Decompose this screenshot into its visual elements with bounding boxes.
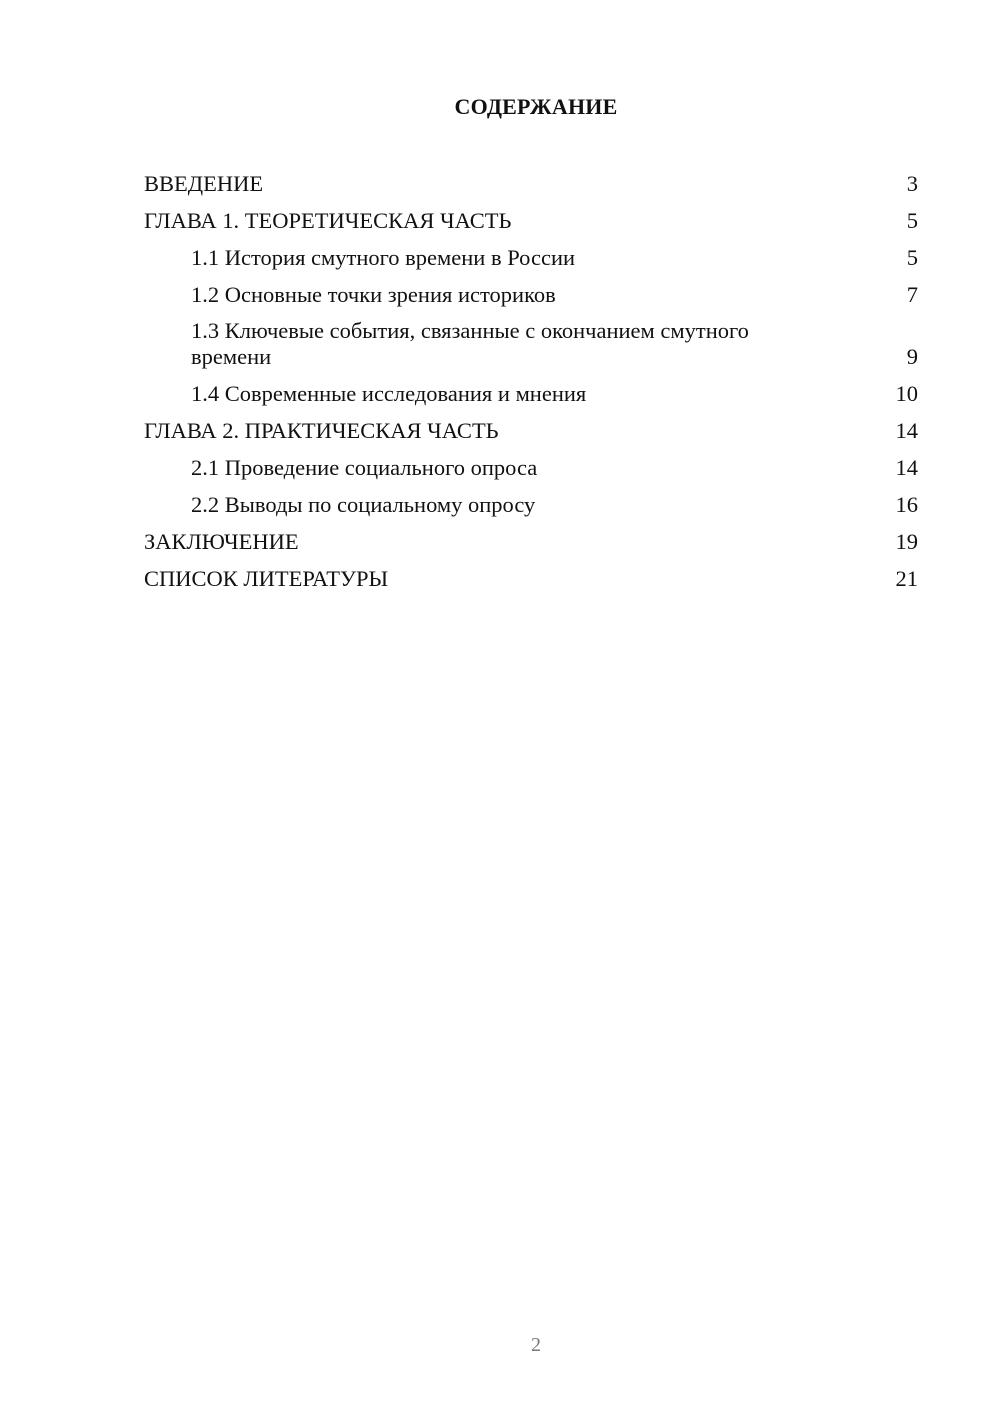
toc-entry-page: 14 <box>895 418 918 443</box>
toc-entry-label: СПИСОК ЛИТЕРАТУРЫ <box>144 566 389 591</box>
toc-entry-section-1-3[interactable] <box>144 318 918 370</box>
toc-entry-section-1-4[interactable] <box>144 380 918 407</box>
toc-entry-page: 3 <box>906 171 918 196</box>
toc-entry-section-2-2[interactable] <box>144 491 918 518</box>
toc-entry-page: 14 <box>895 455 918 480</box>
table-of-contents <box>144 170 918 602</box>
toc-entry-label: ГЛАВА 2. ПРАКТИЧЕСКАЯ ЧАСТЬ <box>144 418 499 443</box>
toc-entry-label: ЗАКЛЮЧЕНИЕ <box>144 529 299 554</box>
toc-entry-label: 2.2 Выводы по социальному опросу <box>191 492 536 517</box>
toc-entry-chapter-2[interactable] <box>144 417 918 444</box>
toc-entry-page: 19 <box>895 529 918 554</box>
page-number: 2 <box>531 1334 541 1356</box>
toc-entry-page: 5 <box>906 208 918 233</box>
toc-entry-page: 9 <box>906 344 918 369</box>
toc-entry-label: 1.1 История смутного времени в России <box>191 245 576 270</box>
toc-entry-label: 1.4 Современные исследования и мнения <box>191 381 587 406</box>
toc-entry-bibliography[interactable] <box>144 565 918 592</box>
toc-entry-label: ГЛАВА 1. ТЕОРЕТИЧЕСКАЯ ЧАСТЬ <box>144 208 512 233</box>
toc-entry-introduction[interactable] <box>144 170 918 197</box>
toc-entry-page: 10 <box>895 381 918 406</box>
toc-entry-section-2-1[interactable] <box>144 454 918 481</box>
toc-entry-page: 5 <box>906 245 918 270</box>
toc-entry-chapter-1[interactable] <box>144 207 918 234</box>
toc-entry-page: 21 <box>895 566 918 591</box>
toc-entry-label: 1.2 Основные точки зрения историков <box>191 282 556 307</box>
page-title: СОДЕРЖАНИЕ <box>454 94 618 119</box>
toc-entry-page: 16 <box>895 492 918 517</box>
toc-entry-label: 1.3 Ключевые события, связанные с окончанием смутного времени <box>191 318 749 369</box>
toc-entry-page: 7 <box>906 282 918 307</box>
toc-entry-section-1-2[interactable] <box>144 281 918 308</box>
toc-entry-label: ВВЕДЕНИЕ <box>144 171 264 196</box>
toc-entry-conclusion[interactable] <box>144 528 918 555</box>
toc-entry-section-1-1[interactable] <box>144 244 918 271</box>
toc-entry-label: 2.1 Проведение социального опроса <box>191 455 538 480</box>
